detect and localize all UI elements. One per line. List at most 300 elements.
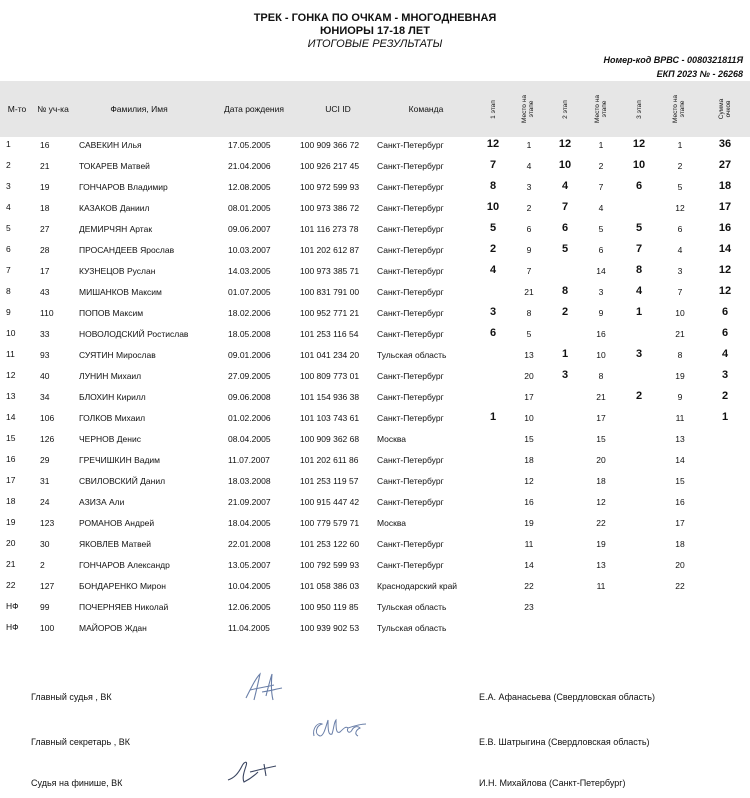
cell-m2: 20 bbox=[596, 455, 606, 465]
col-stage1: 1 этап bbox=[489, 99, 497, 119]
cell-p2: 12 bbox=[558, 138, 572, 150]
cell-m3: 19 bbox=[675, 371, 685, 381]
cell-uci: 101 253 122 60 bbox=[300, 539, 360, 549]
cell-m3: 17 bbox=[675, 518, 685, 528]
cell-name: БОНДАРЕНКО Мирон bbox=[79, 581, 166, 591]
cell-uci: 100 972 599 93 bbox=[300, 182, 360, 192]
cell-m2: 12 bbox=[596, 497, 606, 507]
cell-uci: 100 831 791 00 bbox=[300, 287, 360, 297]
cell-m1: 23 bbox=[524, 602, 534, 612]
cell-num: 24 bbox=[40, 497, 50, 507]
cell-m1: 11 bbox=[524, 539, 534, 549]
cell-uci: 100 952 771 21 bbox=[300, 308, 360, 318]
cell-uci: 100 973 386 72 bbox=[300, 203, 360, 213]
cell-name: МАЙОРОВ Ждан bbox=[79, 623, 147, 633]
cell-team: Санкт-Петербург bbox=[377, 203, 444, 213]
col-place: М-то bbox=[7, 104, 27, 114]
table-row bbox=[0, 410, 750, 431]
cell-place: 21 bbox=[6, 559, 16, 569]
cell-num: 18 bbox=[40, 203, 50, 213]
chief-secretary-role: Главный секретарь , ВК bbox=[31, 737, 130, 747]
cell-place: 5 bbox=[6, 223, 11, 233]
cell-team: Тульская область bbox=[377, 623, 447, 633]
cell-num: 93 bbox=[40, 350, 50, 360]
cell-num: 2 bbox=[40, 560, 45, 570]
cell-team: Санкт-Петербург bbox=[377, 161, 444, 171]
chief-judge-name: Е.А. Афанасьева (Свердловская область) bbox=[479, 692, 655, 702]
cell-p2: 10 bbox=[558, 159, 572, 171]
table-row bbox=[0, 389, 750, 410]
cell-dob: 08.04.2005 bbox=[228, 434, 271, 444]
cell-p3: 2 bbox=[635, 390, 643, 402]
cell-uci: 100 792 599 93 bbox=[300, 560, 360, 570]
cell-m2: 21 bbox=[596, 392, 606, 402]
cell-place: НФ bbox=[6, 601, 19, 611]
cell-m3: 6 bbox=[677, 224, 683, 234]
cell-m2: 5 bbox=[598, 224, 604, 234]
cell-num: 27 bbox=[40, 224, 50, 234]
col-name: Фамилия, Имя bbox=[110, 104, 168, 114]
cell-dob: 18.04.2005 bbox=[228, 518, 271, 528]
cell-p2: 6 bbox=[561, 222, 569, 234]
cell-p2: 2 bbox=[561, 306, 569, 318]
cell-place: 15 bbox=[6, 433, 16, 443]
cell-place: 8 bbox=[6, 286, 11, 296]
cell-m1: 14 bbox=[524, 560, 534, 570]
cell-m1: 20 bbox=[524, 371, 534, 381]
cell-m1: 13 bbox=[524, 350, 534, 360]
cell-uci: 100 809 773 01 bbox=[300, 371, 360, 381]
cell-m1: 2 bbox=[526, 203, 532, 213]
table-row bbox=[0, 158, 750, 179]
cell-m3: 9 bbox=[677, 392, 683, 402]
cell-place: 2 bbox=[6, 160, 11, 170]
table-row bbox=[0, 431, 750, 452]
cell-total: 17 bbox=[718, 201, 732, 213]
table-row bbox=[0, 368, 750, 389]
cell-team: Санкт-Петербург bbox=[377, 287, 444, 297]
cell-m1: 6 bbox=[526, 224, 532, 234]
cell-m2: 13 bbox=[596, 560, 606, 570]
cell-num: 28 bbox=[40, 245, 50, 255]
cell-num: 40 bbox=[40, 371, 50, 381]
cell-name: НОВОЛОДСКИЙ Ростислав bbox=[79, 329, 189, 339]
cell-uci: 100 926 217 45 bbox=[300, 161, 360, 171]
cell-m1: 17 bbox=[524, 392, 534, 402]
cell-m3: 22 bbox=[675, 581, 685, 591]
cell-uci: 101 041 234 20 bbox=[300, 350, 360, 360]
table-row bbox=[0, 221, 750, 242]
cell-num: 126 bbox=[40, 434, 55, 444]
cell-total: 36 bbox=[718, 138, 732, 150]
cell-num: 29 bbox=[40, 455, 50, 465]
cell-team: Санкт-Петербург bbox=[377, 392, 444, 402]
col-dob: Дата рождения bbox=[224, 104, 284, 114]
cell-m3: 11 bbox=[675, 413, 685, 423]
cell-uci: 101 103 743 61 bbox=[300, 413, 360, 423]
cell-place: 13 bbox=[6, 391, 16, 401]
cell-name: ПОПОВ Максим bbox=[79, 308, 144, 318]
cell-name: ГРЕЧИШКИН Вадим bbox=[79, 455, 161, 465]
cell-place: 12 bbox=[6, 370, 16, 380]
cell-p3: 1 bbox=[635, 306, 643, 318]
cell-dob: 21.09.2007 bbox=[228, 497, 271, 507]
cell-m3: 12 bbox=[675, 203, 685, 213]
cell-name: ДЕМИРЧЯН Артак bbox=[79, 224, 153, 234]
cell-num: 99 bbox=[40, 602, 50, 612]
cell-uci: 100 939 902 53 bbox=[300, 623, 360, 633]
cell-name: ЧЕРНОВ Денис bbox=[79, 434, 141, 444]
cell-dob: 27.09.2005 bbox=[228, 371, 271, 381]
cell-m1: 15 bbox=[524, 434, 534, 444]
cell-dob: 01.02.2006 bbox=[228, 413, 271, 423]
cell-uci: 101 253 116 54 bbox=[300, 329, 359, 339]
table-row bbox=[0, 263, 750, 284]
cell-uci: 100 909 366 72 bbox=[300, 140, 360, 150]
cell-m3: 5 bbox=[677, 182, 683, 192]
cell-name: ГОЛКОВ Михаил bbox=[79, 413, 146, 423]
cell-uci: 101 116 273 78 bbox=[300, 224, 359, 234]
table-row bbox=[0, 284, 750, 305]
cell-m1: 7 bbox=[526, 266, 532, 276]
cell-num: 19 bbox=[40, 182, 50, 192]
cell-m1: 18 bbox=[524, 455, 534, 465]
cell-total: 6 bbox=[721, 306, 729, 318]
cell-m2: 22 bbox=[596, 518, 606, 528]
table-row bbox=[0, 578, 750, 599]
cell-num: 34 bbox=[40, 392, 50, 402]
cell-m1: 10 bbox=[524, 413, 534, 423]
cell-uci: 101 253 119 57 bbox=[300, 476, 359, 486]
table-row bbox=[0, 599, 750, 620]
cell-m1: 21 bbox=[524, 287, 534, 297]
cell-m1: 9 bbox=[526, 245, 532, 255]
cell-m3: 4 bbox=[677, 245, 683, 255]
cell-m1: 4 bbox=[526, 161, 532, 171]
cell-dob: 13.05.2007 bbox=[228, 560, 271, 570]
cell-m2: 16 bbox=[596, 329, 606, 339]
cell-place: 9 bbox=[6, 307, 11, 317]
cell-p3: 12 bbox=[632, 138, 646, 150]
cell-num: 33 bbox=[40, 329, 50, 339]
cell-num: 43 bbox=[40, 287, 50, 297]
cell-dob: 17.05.2005 bbox=[228, 140, 271, 150]
cell-m3: 13 bbox=[675, 434, 685, 444]
cell-name: РОМАНОВ Андрей bbox=[79, 518, 155, 528]
cell-team: Краснодарский край bbox=[377, 581, 458, 591]
cell-place: 11 bbox=[6, 349, 15, 359]
cell-p1: 8 bbox=[489, 180, 497, 192]
table-row bbox=[0, 200, 750, 221]
cell-dob: 21.04.2006 bbox=[228, 161, 271, 171]
cell-name: ПОЧЕРНЯЕВ Николай bbox=[79, 602, 169, 612]
col-stage1-place: Место на этапе bbox=[521, 95, 535, 123]
cell-place: 17 bbox=[6, 475, 16, 485]
cell-uci: 101 202 611 86 bbox=[300, 455, 359, 465]
cell-name: МИШАНКОВ Максим bbox=[79, 287, 162, 297]
cell-team: Москва bbox=[377, 518, 407, 528]
document-title: ТРЕК - ГОНКА ПО ОЧКАМ - МНОГОДНЕВНАЯ bbox=[253, 12, 497, 24]
results-table bbox=[0, 137, 750, 641]
cell-team: Санкт-Петербург bbox=[377, 455, 444, 465]
table-row bbox=[0, 242, 750, 263]
cell-m3: 10 bbox=[675, 308, 685, 318]
cell-num: 31 bbox=[40, 476, 50, 486]
cell-uci: 101 154 936 38 bbox=[300, 392, 360, 402]
cell-num: 127 bbox=[40, 581, 55, 591]
cell-total: 6 bbox=[721, 327, 729, 339]
cell-team: Тульская область bbox=[377, 350, 447, 360]
cell-total: 4 bbox=[721, 348, 729, 360]
cell-m1: 16 bbox=[524, 497, 534, 507]
cell-name: СВИЛОВСКИЙ Данил bbox=[79, 476, 166, 486]
cell-name: ГОНЧАРОВ Владимир bbox=[79, 182, 168, 192]
cell-m2: 7 bbox=[598, 182, 604, 192]
document-subtitle: ИТОГОВЫЕ РЕЗУЛЬТАТЫ bbox=[307, 38, 443, 50]
cell-dob: 08.01.2005 bbox=[228, 203, 271, 213]
cell-team: Санкт-Петербург bbox=[377, 266, 444, 276]
cell-team: Санкт-Петербург bbox=[377, 182, 444, 192]
cell-total: 12 bbox=[718, 264, 732, 276]
cell-m2: 9 bbox=[598, 308, 604, 318]
col-num: № уч-ка bbox=[37, 104, 69, 114]
cell-name: БЛОХИН Кирилл bbox=[79, 392, 146, 402]
cell-name: ГОНЧАРОВ Александр bbox=[79, 560, 170, 570]
cell-p3: 10 bbox=[632, 159, 646, 171]
cell-m2: 8 bbox=[598, 371, 604, 381]
cell-dob: 18.03.2008 bbox=[228, 476, 271, 486]
cell-dob: 10.03.2007 bbox=[228, 245, 271, 255]
cell-m2: 17 bbox=[596, 413, 606, 423]
cell-place: НФ bbox=[6, 622, 19, 632]
cell-m3: 7 bbox=[677, 287, 683, 297]
ekp-number: ЕКП 2023 № - 26268 bbox=[656, 69, 743, 79]
cell-total: 16 bbox=[718, 222, 732, 234]
cell-uci: 100 950 119 85 bbox=[300, 602, 359, 612]
cell-team: Санкт-Петербург bbox=[377, 245, 444, 255]
cell-team: Санкт-Петербург bbox=[377, 476, 444, 486]
cell-m2: 2 bbox=[598, 161, 604, 171]
cell-place: 3 bbox=[6, 181, 11, 191]
cell-total: 12 bbox=[718, 285, 732, 297]
cell-p3: 8 bbox=[635, 264, 643, 276]
finish-judge-signature-icon bbox=[224, 756, 280, 786]
cell-p2: 4 bbox=[561, 180, 569, 192]
cell-place: 14 bbox=[6, 412, 16, 422]
cell-name: АЗИЗА Али bbox=[79, 497, 125, 507]
cell-m1: 5 bbox=[526, 329, 532, 339]
cell-p1: 10 bbox=[486, 201, 500, 213]
cell-name: ТОКАРЕВ Матвей bbox=[79, 161, 150, 171]
cell-uci: 100 779 579 71 bbox=[300, 518, 360, 528]
cell-p1: 12 bbox=[486, 138, 500, 150]
cell-place: 19 bbox=[6, 517, 16, 527]
cell-dob: 18.02.2006 bbox=[228, 308, 271, 318]
cell-num: 123 bbox=[40, 518, 55, 528]
table-row bbox=[0, 326, 750, 347]
cell-dob: 09.06.2007 bbox=[228, 224, 271, 234]
cell-p2: 7 bbox=[561, 201, 569, 213]
cell-dob: 12.08.2005 bbox=[228, 182, 271, 192]
cell-m3: 1 bbox=[677, 140, 683, 150]
cell-p1: 7 bbox=[489, 159, 497, 171]
table-row bbox=[0, 452, 750, 473]
cell-m1: 3 bbox=[526, 182, 532, 192]
cell-dob: 09.01.2006 bbox=[228, 350, 271, 360]
cell-uci: 100 973 385 71 bbox=[300, 266, 360, 276]
chief-secretary-signature-icon bbox=[308, 714, 368, 744]
finish-judge-role: Судья на финише, ВК bbox=[31, 778, 123, 788]
cell-m2: 3 bbox=[598, 287, 604, 297]
cell-uci: 101 202 612 87 bbox=[300, 245, 360, 255]
cell-uci: 100 909 362 68 bbox=[300, 434, 360, 444]
cell-dob: 01.07.2005 bbox=[228, 287, 271, 297]
cell-dob: 09.06.2008 bbox=[228, 392, 271, 402]
cell-num: 30 bbox=[40, 539, 50, 549]
cell-team: Москва bbox=[377, 434, 407, 444]
cell-m3: 14 bbox=[675, 455, 685, 465]
cell-p3: 5 bbox=[635, 222, 643, 234]
cell-m1: 12 bbox=[524, 476, 534, 486]
cell-m3: 15 bbox=[675, 476, 685, 486]
cell-uci: 100 915 447 42 bbox=[300, 497, 360, 507]
cell-dob: 14.03.2005 bbox=[228, 266, 271, 276]
cell-m1: 1 bbox=[526, 140, 532, 150]
cell-place: 6 bbox=[6, 244, 11, 254]
cell-p1: 4 bbox=[489, 264, 497, 276]
cell-num: 16 bbox=[40, 140, 50, 150]
cell-m2: 1 bbox=[598, 140, 604, 150]
cell-m2: 15 bbox=[596, 434, 606, 444]
table-row bbox=[0, 494, 750, 515]
cell-total: 27 bbox=[718, 159, 732, 171]
cell-m3: 3 bbox=[677, 266, 683, 276]
cell-p3: 6 bbox=[635, 180, 643, 192]
table-row bbox=[0, 536, 750, 557]
cell-dob: 22.01.2008 bbox=[228, 539, 271, 549]
cell-num: 100 bbox=[40, 623, 55, 633]
cell-m3: 16 bbox=[675, 497, 685, 507]
cell-place: 1 bbox=[6, 139, 11, 149]
cell-team: Санкт-Петербург bbox=[377, 497, 444, 507]
cell-dob: 10.04.2005 bbox=[228, 581, 271, 591]
col-stage3-place: Место на этапе bbox=[672, 95, 686, 123]
col-stage2: 2 этап bbox=[561, 99, 569, 119]
table-row bbox=[0, 137, 750, 158]
cell-total: 14 bbox=[718, 243, 732, 255]
cell-p1: 2 bbox=[489, 243, 497, 255]
cell-team: Санкт-Петербург bbox=[377, 413, 444, 423]
cell-m2: 4 bbox=[598, 203, 604, 213]
cell-place: 10 bbox=[6, 328, 16, 338]
cell-p1: 5 bbox=[489, 222, 497, 234]
cell-name: САВЕКИН Илья bbox=[79, 140, 142, 150]
cell-p2: 5 bbox=[561, 243, 569, 255]
cell-p1: 3 bbox=[489, 306, 497, 318]
cell-p3: 7 bbox=[635, 243, 643, 255]
cell-team: Санкт-Петербург bbox=[377, 329, 444, 339]
cell-name: СУЯТИН Мирослав bbox=[79, 350, 156, 360]
cell-m3: 20 bbox=[675, 560, 685, 570]
cell-m2: 6 bbox=[598, 245, 604, 255]
cell-total: 18 bbox=[718, 180, 732, 192]
registry-code: Номер-код ВРВС - 0080321811Я bbox=[603, 55, 743, 65]
cell-m2: 18 bbox=[596, 476, 606, 486]
table-header bbox=[0, 81, 750, 137]
table-row bbox=[0, 557, 750, 578]
document-category: ЮНИОРЫ 17-18 ЛЕТ bbox=[320, 25, 430, 37]
cell-total: 2 bbox=[721, 390, 729, 402]
finish-judge-name: И.Н. Михайлова (Санкт-Петербург) bbox=[479, 778, 626, 788]
cell-m3: 2 bbox=[677, 161, 683, 171]
cell-uci: 101 058 386 03 bbox=[300, 581, 360, 591]
cell-place: 4 bbox=[6, 202, 11, 212]
cell-team: Тульская область bbox=[377, 602, 447, 612]
cell-m3: 8 bbox=[677, 350, 683, 360]
cell-m1: 19 bbox=[524, 518, 534, 528]
cell-dob: 18.05.2008 bbox=[228, 329, 271, 339]
cell-num: 17 bbox=[40, 266, 50, 276]
cell-place: 20 bbox=[6, 538, 16, 548]
cell-p2: 8 bbox=[561, 285, 569, 297]
cell-team: Санкт-Петербург bbox=[377, 224, 444, 234]
cell-total: 1 bbox=[721, 411, 729, 423]
cell-team: Санкт-Петербург bbox=[377, 308, 444, 318]
cell-team: Санкт-Петербург bbox=[377, 371, 444, 381]
col-stage3: 3 этап bbox=[635, 99, 643, 119]
cell-dob: 11.07.2007 bbox=[228, 455, 270, 465]
col-total: Сумма очков bbox=[718, 98, 732, 120]
cell-place: 18 bbox=[6, 496, 16, 506]
cell-place: 7 bbox=[6, 265, 11, 275]
table-row bbox=[0, 620, 750, 641]
table-row bbox=[0, 305, 750, 326]
cell-name: ЛУНИН Михаил bbox=[79, 371, 142, 381]
cell-name: ЯКОВЛЕВ Матвей bbox=[79, 539, 151, 549]
cell-p2: 3 bbox=[561, 369, 569, 381]
cell-place: 16 bbox=[6, 454, 16, 464]
cell-dob: 12.06.2005 bbox=[228, 602, 271, 612]
cell-m3: 21 bbox=[675, 329, 685, 339]
cell-name: КУЗНЕЦОВ Руслан bbox=[79, 266, 156, 276]
cell-m2: 11 bbox=[596, 581, 606, 591]
cell-p2: 1 bbox=[561, 348, 569, 360]
cell-m2: 14 bbox=[596, 266, 606, 276]
chief-judge-signature-icon bbox=[240, 670, 286, 704]
col-team: Команда bbox=[408, 104, 444, 114]
cell-total: 3 bbox=[721, 369, 729, 381]
cell-p3: 3 bbox=[635, 348, 643, 360]
cell-m3: 18 bbox=[675, 539, 685, 549]
cell-p1: 1 bbox=[489, 411, 497, 423]
cell-num: 110 bbox=[40, 308, 54, 318]
cell-num: 106 bbox=[40, 413, 55, 423]
cell-dob: 11.04.2005 bbox=[228, 623, 270, 633]
col-stage2-place: Место на этапе bbox=[594, 95, 608, 123]
cell-team: Санкт-Петербург bbox=[377, 560, 444, 570]
cell-team: Санкт-Петербург bbox=[377, 539, 444, 549]
cell-m1: 22 bbox=[524, 581, 534, 591]
cell-team: Санкт-Петербург bbox=[377, 140, 444, 150]
table-row bbox=[0, 347, 750, 368]
table-row bbox=[0, 473, 750, 494]
cell-num: 21 bbox=[40, 161, 50, 171]
cell-m2: 10 bbox=[596, 350, 606, 360]
cell-name: КАЗАКОВ Даниил bbox=[79, 203, 150, 213]
cell-p1: 6 bbox=[489, 327, 497, 339]
cell-p3: 4 bbox=[635, 285, 643, 297]
cell-m1: 8 bbox=[526, 308, 532, 318]
